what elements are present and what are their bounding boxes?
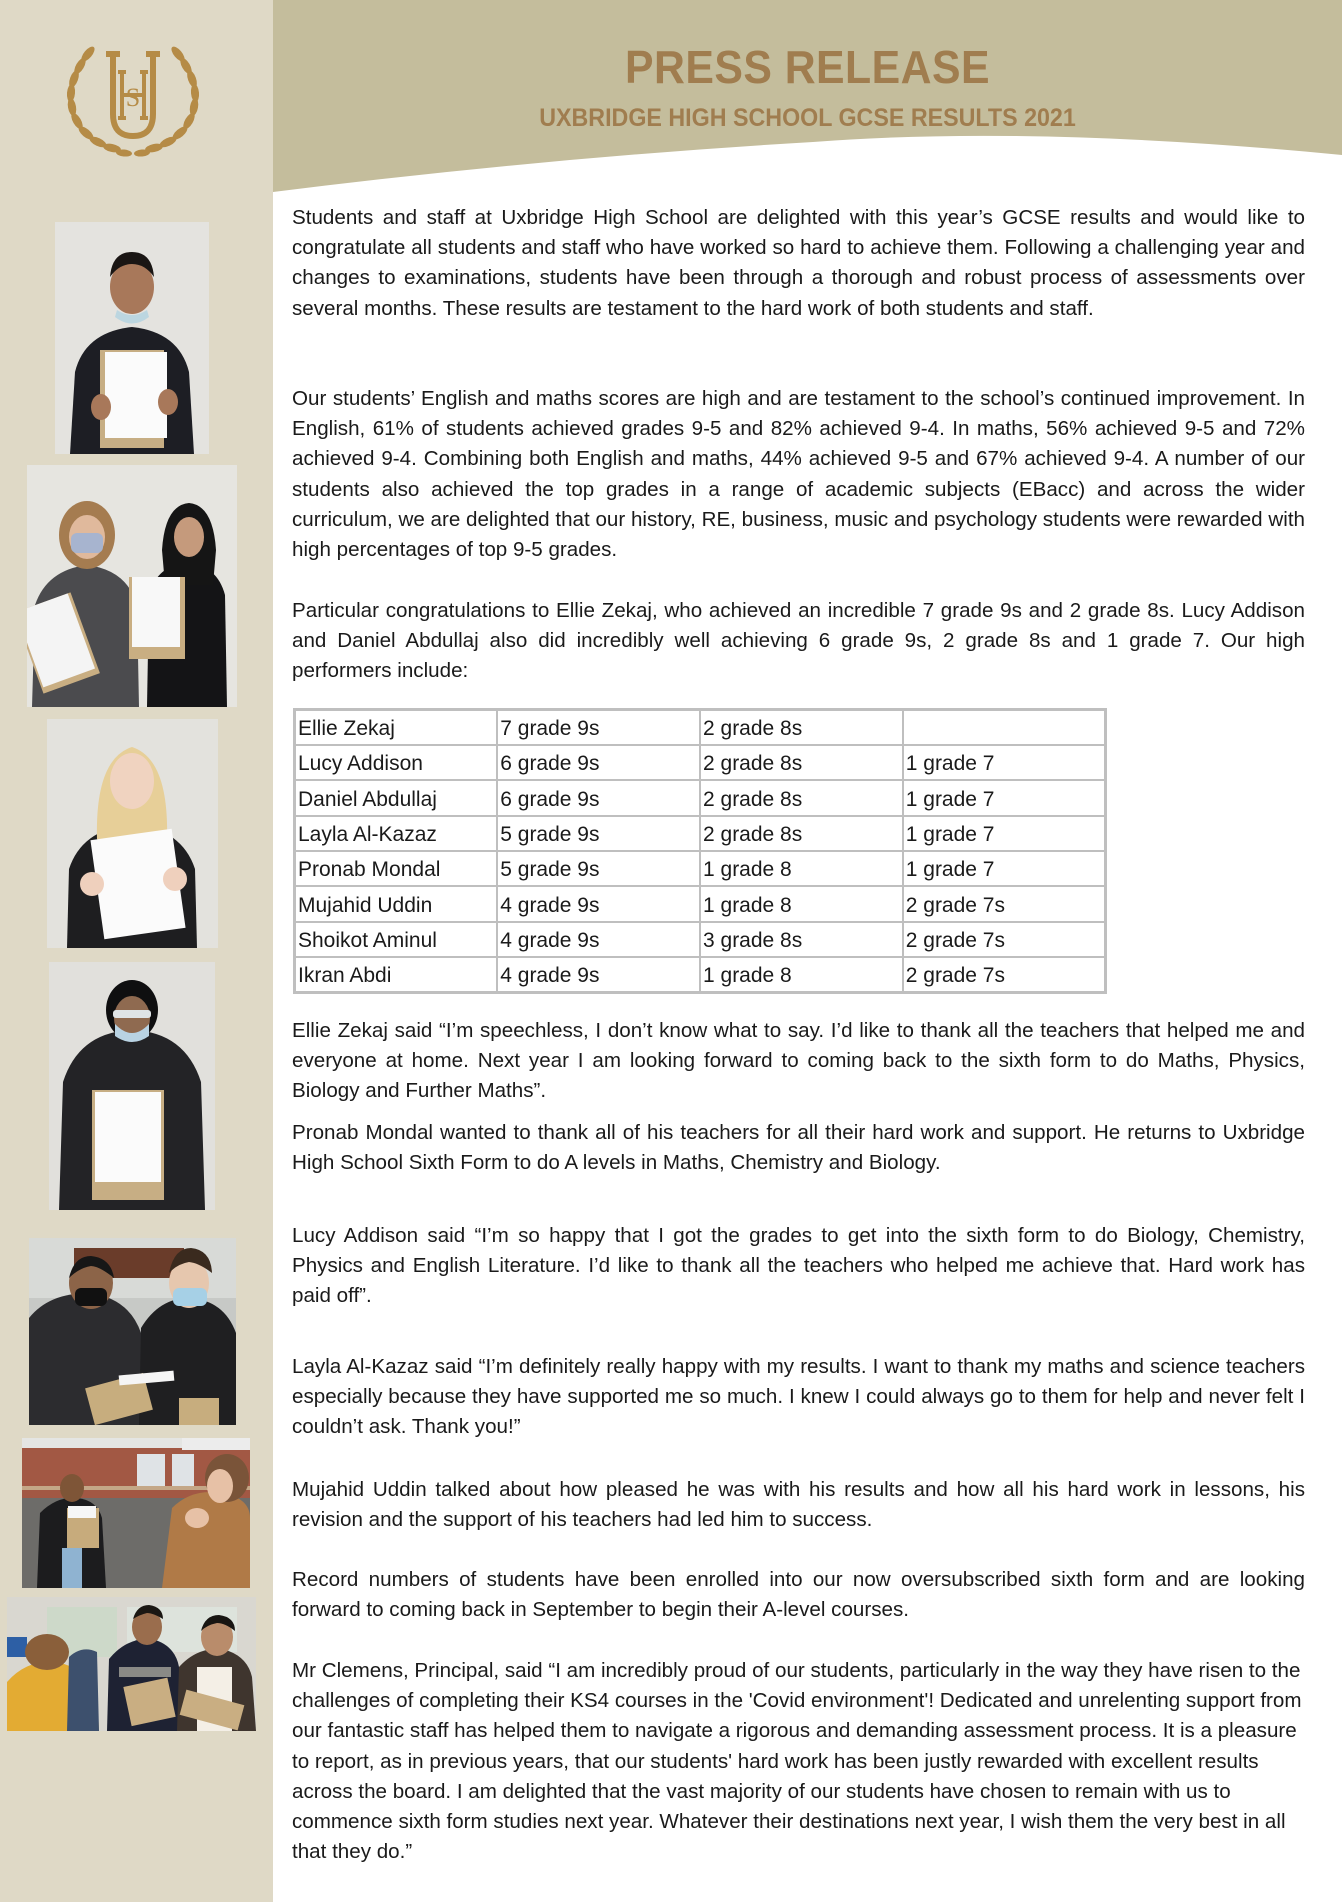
student-photo-two-girls-with-results — [27, 465, 237, 707]
grade-cell: 2 grade 7s — [903, 957, 1106, 992]
paragraph-text: Particular congratulations to Ellie Zekaj, who achieved an incredible 7 grade 9s and 2 grade 8s. Lucy Addison and Daniel Abdullaj also did incredibly well achieving 6 grade 9s, 2 grade 8s and 1 grade 7. Our high performers include: — [292, 599, 1305, 683]
grade-cell: 1 grade 7 — [903, 745, 1106, 780]
pronab-paragraph — [292, 1118, 1305, 1178]
intro-paragraph — [292, 203, 1305, 324]
grade-cell — [903, 710, 1106, 745]
grade-cell: 3 grade 8s — [700, 922, 903, 957]
lucy-quote-paragraph — [292, 1221, 1305, 1312]
student-photo-two-boys-reading — [29, 1238, 236, 1425]
table-row — [295, 745, 1106, 780]
table-row — [295, 780, 1106, 815]
paragraph-text: Our students’ English and maths scores are high and are testament to the school’s continued improvement. In English, 61% of students achieved grades 9-5 and 82% achieved 9-4. In maths, 56% achieved 9-5 and 72% achieved 9-4. Combining both English and maths, 44% achieved 9-5 and 67% achieved 9-4. A number of our students also achieved the top grades in a range of academic subjects (EBacc) and across the wider curriculum, we are delighted that our history, RE, business, music and psychology students were rewarded with high percentages of top 9-5 grades. — [292, 387, 1305, 562]
paragraph-text: Ellie Zekaj said “I’m speechless, I don’t know what to say. I’d like to thank all the teachers that helped me and everyone at home. Next year I am looking forward to coming back to the sixth form to do Maths, Physics, Biology and Further Maths”. — [292, 1019, 1305, 1103]
grade-cell: 2 grade 8s — [700, 780, 903, 815]
student-photo-boy-with-results — [55, 222, 209, 454]
student-photo-blonde-girl-with-results — [47, 719, 218, 948]
grade-cell: 2 grade 8s — [700, 745, 903, 780]
grade-cell: 4 grade 9s — [497, 922, 700, 957]
grade-cell: 6 grade 9s — [497, 780, 700, 815]
grade-cell: 4 grade 9s — [497, 957, 700, 992]
student-name-cell: Daniel Abdullaj — [295, 780, 498, 815]
paragraph-text: Pronab Mondal wanted to thank all of his teachers for all their hard work and support. He returns to Uxbridge High School Sixth Form to do A levels in Maths, Chemistry and Biology. — [292, 1121, 1305, 1175]
page-subtitle: UXBRIDGE HIGH SCHOOL GCSE RESULTS 2021 — [539, 104, 1076, 132]
table-row — [295, 886, 1106, 921]
laurel-wreath-logo-icon — [58, 26, 208, 166]
grade-cell: 1 grade 7 — [903, 816, 1106, 851]
student-name-cell: Ellie Zekaj — [295, 710, 498, 745]
congratulations-paragraph — [292, 596, 1305, 687]
mujahid-paragraph — [292, 1475, 1305, 1535]
student-name-cell: Shoikot Aminul — [295, 922, 498, 957]
grade-cell: 1 grade 7 — [903, 780, 1106, 815]
paragraph-text: Students and staff at Uxbridge High School are delighted with this year’s GCSE results and would like to congratulate all students and staff who have worked so hard to achieve them. Following a challenging year and changes to examinations, students have been through a thorough and robust process of assessments over several months. These results are testament to the hard work of both students and staff. — [292, 206, 1305, 320]
grade-cell: 2 grade 7s — [903, 886, 1106, 921]
grade-cell: 1 grade 7 — [903, 851, 1106, 886]
layla-quote-paragraph — [292, 1352, 1305, 1443]
grade-cell: 1 grade 8 — [700, 886, 903, 921]
grade-cell: 2 grade 8s — [700, 710, 903, 745]
table-row — [295, 922, 1106, 957]
student-photo-group-indoors — [7, 1597, 256, 1731]
table-row — [295, 957, 1106, 992]
table-row — [295, 851, 1106, 886]
grade-cell: 7 grade 9s — [497, 710, 700, 745]
paragraph-text: Mr Clemens, Principal, said “I am incredibly proud of our students, particularly in the way they have risen to the challenges of completing their KS4 courses in the 'Covid environment'! Dedicated and unrelenting support from our fantastic staff has helped them to navigate a rigorous and demanding assessment process. It is a pleasure to report, as in previous years, that our students' hard work has been justly rewarded with excellent results across the board. I am delighted that the vast majority of our students have chosen to remain with us to commence sixth form studies next year. Whatever their destinations next year, I wish them the very best in all that they do.” — [292, 1659, 1302, 1864]
student-name-cell: Mujahid Uddin — [295, 886, 498, 921]
grade-cell: 2 grade 7s — [903, 922, 1106, 957]
page-title: PRESS RELEASE — [624, 41, 991, 93]
student-name-cell: Layla Al-Kazaz — [295, 816, 498, 851]
header-band — [273, 0, 1342, 200]
high-performers-table — [293, 708, 1107, 994]
student-name-cell: Lucy Addison — [295, 745, 498, 780]
student-name-cell: Pronab Mondal — [295, 851, 498, 886]
svg-text:S: S — [125, 83, 141, 112]
school-logo — [58, 26, 208, 166]
sixth-form-paragraph — [292, 1565, 1305, 1625]
ellie-quote-paragraph — [292, 1016, 1305, 1107]
grade-cell: 1 grade 8 — [700, 851, 903, 886]
student-photo-boy-with-glasses — [49, 962, 215, 1210]
table-row — [295, 816, 1106, 851]
grade-cell: 4 grade 9s — [497, 886, 700, 921]
grade-cell: 5 grade 9s — [497, 851, 700, 886]
grade-cell: 5 grade 9s — [497, 816, 700, 851]
paragraph-text: Layla Al-Kazaz said “I’m definitely really happy with my results. I want to thank my maths and science teachers especially because they have supported me so much. I knew I could always go to them for help and never felt I couldn’t ask. Thank you!” — [292, 1355, 1305, 1439]
grade-cell: 1 grade 8 — [700, 957, 903, 992]
paragraph-text: Record numbers of students have been enrolled into our now oversubscribed sixth form and are looking forward to coming back in September to begin their A-level courses. — [292, 1568, 1305, 1622]
paragraph-text: Mujahid Uddin talked about how pleased he was with his results and how all his hard work in lessons, his revision and the support of his teachers had led him to success. — [292, 1478, 1305, 1532]
grade-cell: 6 grade 9s — [497, 745, 700, 780]
principal-quote-paragraph — [292, 1656, 1305, 1867]
grade-cell: 2 grade 8s — [700, 816, 903, 851]
paragraph-text: Lucy Addison said “I’m so happy that I got the grades to get into the sixth form to do Biology, Chemistry, Physics and English Literature. I’d like to thank all the teachers who helped me achieve that. Hard work has paid off”. — [292, 1224, 1305, 1308]
table-row — [295, 710, 1106, 745]
student-photo-girl-with-teacher-outdoors — [22, 1438, 250, 1588]
english-maths-paragraph — [292, 384, 1305, 565]
sidebar — [0, 0, 273, 1902]
student-name-cell: Ikran Abdi — [295, 957, 498, 992]
